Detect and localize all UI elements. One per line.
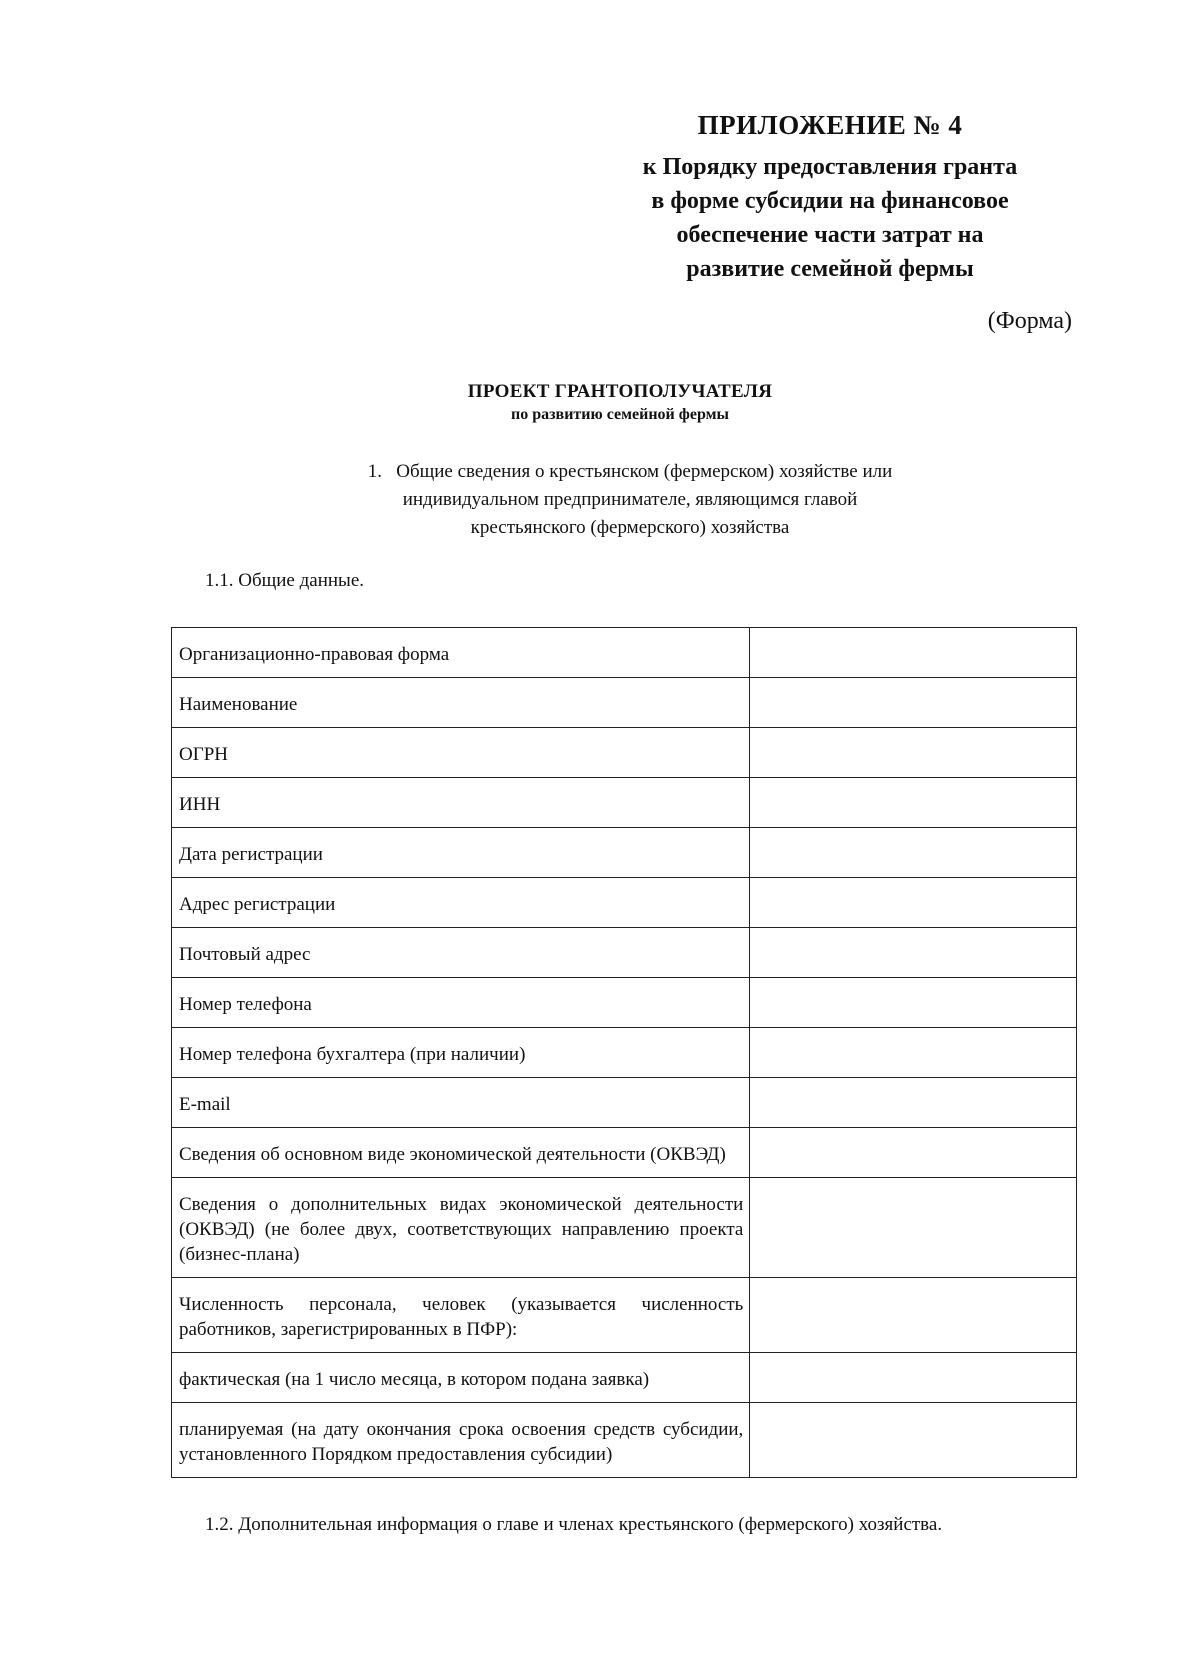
table-row bbox=[172, 778, 1077, 828]
section-1-line: крестьянского (фермерского) хозяйства bbox=[470, 517, 790, 538]
row-value-cell[interactable] bbox=[750, 1403, 1077, 1478]
section-1-1-heading: 1.1. Общие данные. bbox=[205, 570, 365, 591]
table-row bbox=[172, 1353, 1077, 1403]
table-row bbox=[172, 1028, 1077, 1078]
table-row bbox=[172, 1128, 1077, 1178]
table-row bbox=[172, 728, 1077, 778]
general-data-table bbox=[171, 627, 1077, 1478]
row-value-cell[interactable] bbox=[750, 1028, 1077, 1078]
row-label: Наименование bbox=[172, 678, 750, 728]
row-label: E-mail bbox=[172, 1078, 750, 1128]
section-1-line: индивидуальном предпринимателе, являющимся главой bbox=[402, 489, 858, 510]
row-value-cell[interactable] bbox=[750, 1128, 1077, 1178]
table-row bbox=[172, 1078, 1077, 1128]
table-row bbox=[172, 878, 1077, 928]
row-value-cell[interactable] bbox=[750, 778, 1077, 828]
table-row bbox=[172, 828, 1077, 878]
section-1-line: 1. Общие сведения о крестьянском (фермерском) хозяйстве или bbox=[367, 461, 893, 482]
row-value-cell[interactable] bbox=[750, 1178, 1077, 1278]
appendix-header bbox=[580, 108, 1080, 286]
row-label: Сведения о дополнительных видах экономической деятельности (ОКВЭД) (не более двух, соответствующих направлению проекта (бизнес-плана) bbox=[172, 1178, 750, 1278]
row-label: Номер телефона бухгалтера (при наличии) bbox=[172, 1028, 750, 1078]
row-value-cell[interactable] bbox=[750, 828, 1077, 878]
appendix-title: ПРИЛОЖЕНИЕ № 4 bbox=[697, 110, 963, 140]
row-value-cell[interactable] bbox=[750, 1353, 1077, 1403]
appendix-subtitle-line: обеспечение части затрат на bbox=[676, 222, 984, 248]
row-label: планируемая (на дату окончания срока освоения средств субсидии, установленного Порядком предоставления субсидии) bbox=[172, 1403, 750, 1478]
section-1-2-heading: 1.2. Дополнительная информация о главе и членах крестьянского (фермерского) хозяйства. bbox=[205, 1514, 943, 1535]
row-value-cell[interactable] bbox=[750, 728, 1077, 778]
row-label: Номер телефона bbox=[172, 978, 750, 1028]
table-row bbox=[172, 678, 1077, 728]
row-value-cell[interactable] bbox=[750, 878, 1077, 928]
form-label: (Форма) bbox=[987, 308, 1072, 334]
table-row bbox=[172, 928, 1077, 978]
row-label: ОГРН bbox=[172, 728, 750, 778]
section-1-heading bbox=[300, 458, 960, 542]
row-value-cell[interactable] bbox=[750, 628, 1077, 678]
row-value-cell[interactable] bbox=[750, 1278, 1077, 1353]
row-label: Дата регистрации bbox=[172, 828, 750, 878]
table-row bbox=[172, 1278, 1077, 1353]
row-label: фактическая (на 1 число месяца, в котором подана заявка) bbox=[172, 1353, 750, 1403]
row-value-cell[interactable] bbox=[750, 678, 1077, 728]
row-label: Адрес регистрации bbox=[172, 878, 750, 928]
appendix-subtitle-line: развитие семейной фермы bbox=[686, 256, 974, 282]
row-label: Сведения об основном виде экономической деятельности (ОКВЭД) bbox=[172, 1128, 750, 1178]
project-title: ПРОЕКТ ГРАНТОПОЛУЧАТЕЛЯ bbox=[467, 381, 773, 402]
row-label: ИНН bbox=[172, 778, 750, 828]
table-row bbox=[172, 1178, 1077, 1278]
table-row bbox=[172, 978, 1077, 1028]
row-label: Почтовый адрес bbox=[172, 928, 750, 978]
row-label: Организационно-правовая форма bbox=[172, 628, 750, 678]
row-value-cell[interactable] bbox=[750, 978, 1077, 1028]
table-row bbox=[172, 628, 1077, 678]
row-label: Численность персонала, человек (указывается численность работников, зарегистрированных в ПФР): bbox=[172, 1278, 750, 1353]
table-row bbox=[172, 1403, 1077, 1478]
appendix-subtitle-line: в форме субсидии на финансовое bbox=[651, 188, 1009, 214]
project-heading bbox=[0, 380, 1200, 426]
project-subtitle: по развитию семейной фермы bbox=[511, 406, 729, 423]
appendix-subtitle-line: к Порядку предоставления гранта bbox=[642, 154, 1018, 180]
row-value-cell[interactable] bbox=[750, 928, 1077, 978]
appendix-subtitle bbox=[580, 150, 1080, 286]
row-value-cell[interactable] bbox=[750, 1078, 1077, 1128]
